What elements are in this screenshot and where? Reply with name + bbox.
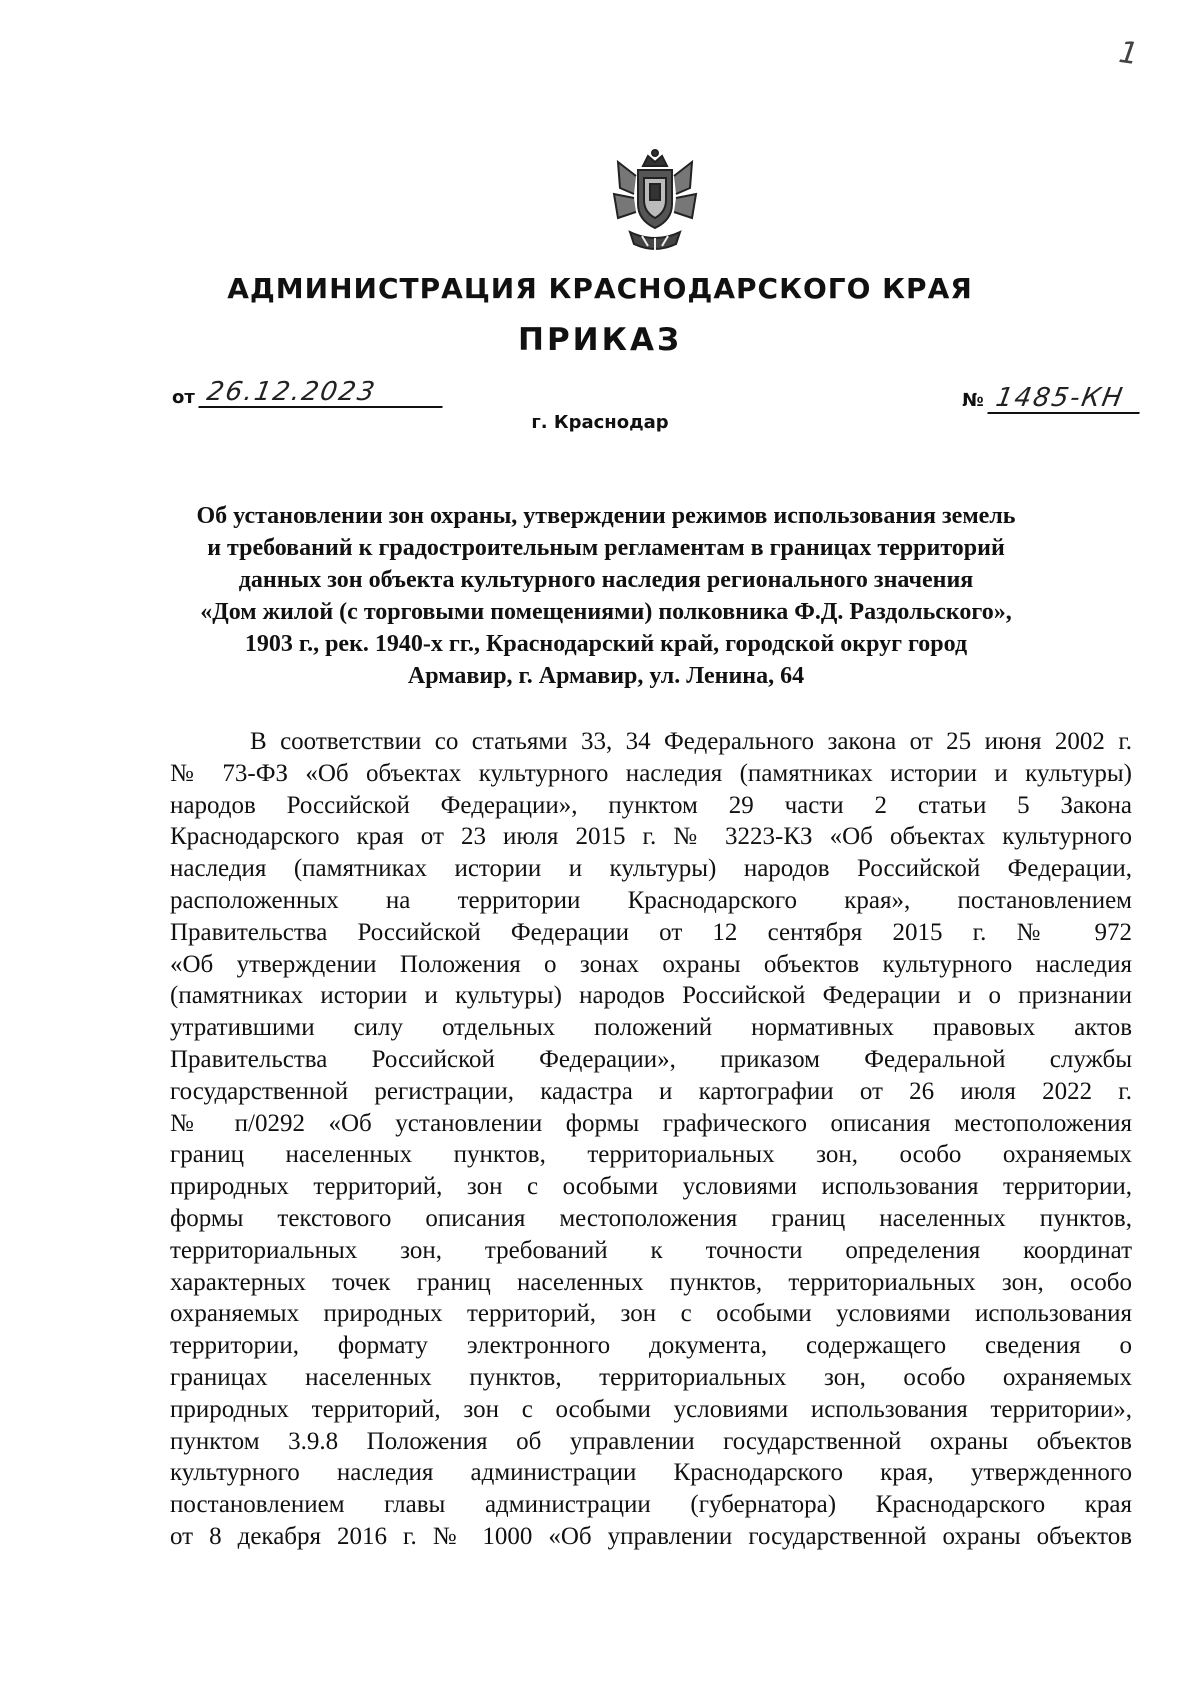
body-line: № 73-ФЗ «Об объектах культурного наследия (памятниках истории и культуры) <box>170 759 1132 787</box>
number-prefix: № <box>962 390 984 411</box>
title-line: 1903 г., рек. 1940-х гг., Краснодарский край, городской округ город <box>244 631 968 657</box>
title-line: Армавир, г. Армавир, ул. Ленина, 64 <box>407 663 805 689</box>
number-block <box>962 384 1142 414</box>
body-line: утратившими силу отдельных положений нормативных правовых актов <box>170 1014 1132 1042</box>
city-label: г. Краснодар <box>531 412 669 433</box>
body-line: границах населенных пунктов, территориальных зон, особо охраняемых <box>170 1363 1132 1391</box>
body-line: культурного наследия администрации Краснодарского края, утвержденного <box>170 1459 1132 1487</box>
handwritten-number: 1485-КН <box>987 384 1144 414</box>
title-line: Об установлении зон охраны, утверждении режимов использования земель <box>196 503 1016 529</box>
document-type: ПРИКАЗ <box>518 322 682 358</box>
body-line: территории, формату электронного документа, содержащего сведения о <box>170 1332 1132 1360</box>
title-line: «Дом жилой (с торговыми помещениями) полковника Ф.Д. Раздольского», <box>200 599 1012 625</box>
body-line: «Об утверждении Положения о зонах охраны объектов культурного наследия <box>170 950 1132 978</box>
body-line: расположенных на территории Краснодарского края», постановлением <box>170 886 1132 914</box>
body-line: Правительства Российской Федерации», приказом Федеральной службы <box>170 1045 1132 1073</box>
body-text <box>170 726 1132 1553</box>
date-block <box>172 378 445 408</box>
document-title <box>150 500 1062 692</box>
body-line: государственной регистрации, кадастра и картографии от 26 июля 2022 г. <box>170 1077 1132 1105</box>
body-line: границ населенных пунктов, территориальных зон, особо охраняемых <box>170 1141 1132 1169</box>
body-line: Правительства Российской Федерации от 12 сентября 2015 г. № 972 <box>170 918 1132 946</box>
krasnodar-coat-of-arms-icon <box>610 148 700 258</box>
title-line: данных зон объекта культурного наследия регионального значения <box>238 567 974 593</box>
page-number: 1 <box>1116 34 1141 73</box>
body-line: территориальных зон, требований к точности определения координат <box>170 1236 1132 1264</box>
body-line: постановлением главы администрации (губернатора) Краснодарского края <box>170 1491 1132 1519</box>
body-line: природных территорий, зон с особыми условиями использования территории», <box>170 1395 1132 1423</box>
body-line: природных территорий, зон с особыми условиями использования территории, <box>170 1173 1132 1201</box>
body-line: народов Российской Федерации», пунктом 29 части 2 статьи 5 Закона <box>170 791 1132 819</box>
body-line: № п/0292 «Об установлении формы графического описания местоположения <box>170 1109 1132 1137</box>
body-line: от 8 декабря 2016 г. № 1000 «Об управлении государственной охраны объектов <box>170 1522 1132 1550</box>
body-line: наследия (памятниках истории и культуры) народов Российской Федерации, <box>170 855 1132 883</box>
body-line: охраняемых природных территорий, зон с особыми условиями использования <box>170 1300 1132 1328</box>
body-line: формы текстового описания местоположения границ населенных пунктов, <box>170 1204 1132 1232</box>
body-line: пунктом 3.9.8 Положения об управлении государственной охраны объектов <box>170 1427 1132 1455</box>
body-line: Краснодарского края от 23 июля 2015 г. № 3223-КЗ «Об объектах культурного <box>170 823 1132 851</box>
organization-name: АДМИНИСТРАЦИЯ КРАСНОДАРСКОГО КРАЯ <box>227 272 973 305</box>
handwritten-date: 26.12.2023 <box>198 378 447 408</box>
date-prefix: от <box>172 387 195 408</box>
body-line: В соответствии со статьями 33, 34 Федерального закона от 25 июня 2002 г. <box>250 728 1132 755</box>
body-line: (памятниках истории и культуры) народов Российской Федерации и о признании <box>170 982 1132 1010</box>
body-line: характерных точек границ населенных пунктов, территориальных зон, особо <box>170 1268 1132 1296</box>
title-line: и требований к градостроительным регламентам в границах территорий <box>207 535 1005 561</box>
